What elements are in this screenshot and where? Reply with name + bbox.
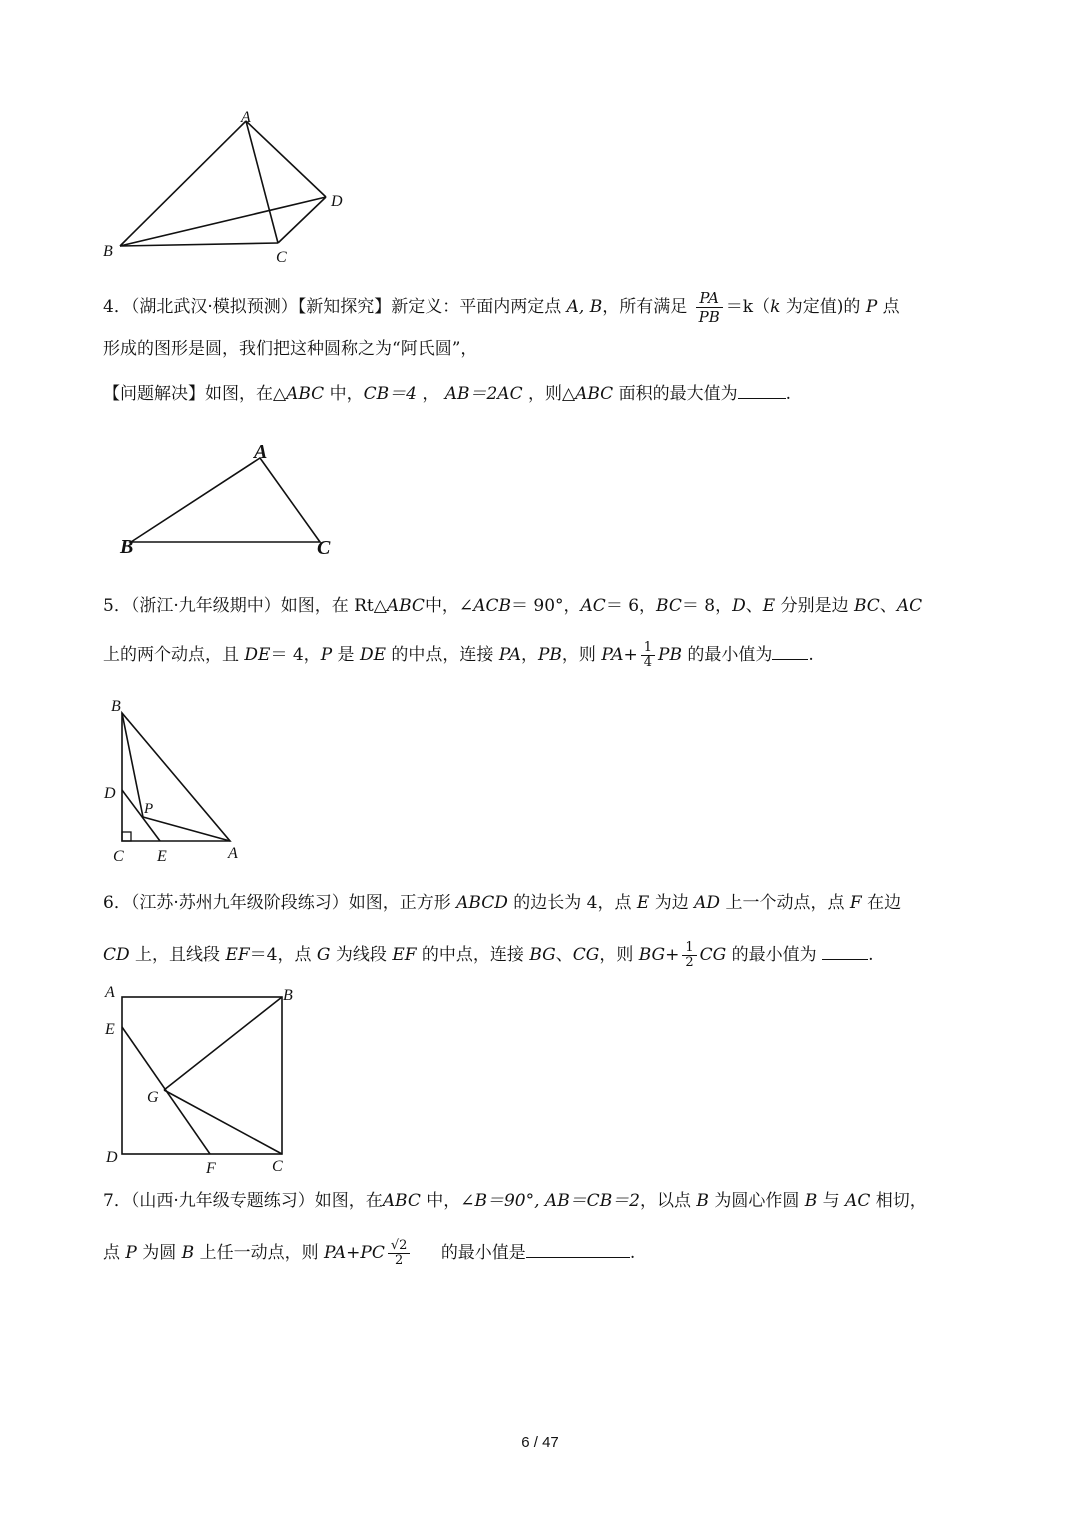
q6-bg: BG <box>529 945 556 965</box>
q4-source: ．（湖北武汉·模拟预测） <box>113 297 298 317</box>
q4-text: 点 <box>877 297 900 317</box>
q6-line2 <box>103 941 873 970</box>
segment-PA <box>143 817 230 841</box>
label-A: A <box>254 441 268 463</box>
q7-text: 相切， <box>870 1191 927 1211</box>
q6-text: 的边长为 4，点 <box>507 893 637 913</box>
label-B: B <box>111 698 121 715</box>
segment-DE <box>122 790 160 841</box>
q4-number: 4 <box>103 297 114 317</box>
q4-text: ＝k（ <box>725 297 771 317</box>
label-A: A <box>105 984 115 1001</box>
q4-condition-ab: AB＝2AC <box>444 384 523 404</box>
q4-points: A, B <box>566 297 603 317</box>
q6-text: 、 <box>555 945 573 965</box>
q6-abcd: ABCD <box>456 893 508 913</box>
q5-text: 、 <box>879 596 897 616</box>
figure-q4 <box>110 440 350 565</box>
q6-expr: BG+ <box>638 945 680 965</box>
label-A: A <box>241 109 251 126</box>
square-ABCD <box>122 997 282 1154</box>
page-number: 6 / 47 <box>521 1434 559 1451</box>
q6-source: ．（江苏·苏州九年级阶段练习）如图，正方形 <box>113 893 457 913</box>
label-F: F <box>206 1160 216 1177</box>
q5-ac: AC <box>896 596 923 616</box>
q5-text: 分别是边 <box>775 596 854 616</box>
q6-ef: EF <box>392 945 417 965</box>
label-B: B <box>103 243 113 260</box>
q5-pa: PA <box>498 645 521 665</box>
q5-text: ＝ 90°， <box>510 596 581 616</box>
q4-line3 <box>103 382 791 406</box>
q4-text: 【问题解决】如图，在△ <box>103 384 287 404</box>
q7-b: B <box>696 1191 709 1211</box>
q5-text: ＝ 8， <box>681 596 733 616</box>
triangle-BCA <box>122 713 230 841</box>
q6-line1 <box>103 891 901 915</box>
segment-BA <box>120 121 246 246</box>
q5-ac: AC <box>580 596 606 616</box>
q5-line1 <box>103 594 922 618</box>
q5-text: 、 <box>745 596 763 616</box>
answer-blank <box>772 645 808 660</box>
q5-expr: PB <box>658 645 682 665</box>
q6-text: 在边 <box>861 893 902 913</box>
right-angle-mark <box>122 832 131 841</box>
fraction-denominator: PB <box>698 308 720 326</box>
label-B: B <box>120 536 134 558</box>
q5-fraction <box>641 641 655 670</box>
q5-text: ，则 <box>561 645 602 665</box>
q7-text: 的最小值是 <box>440 1243 526 1263</box>
q7-text: . <box>629 1243 636 1263</box>
q6-text: . <box>868 945 874 965</box>
q7-b: B <box>804 1191 818 1211</box>
q7-text: 点 <box>103 1243 126 1263</box>
fraction-denominator: 4 <box>643 655 652 670</box>
q5-number: 5 <box>103 596 114 616</box>
q6-ad: AD <box>694 893 721 913</box>
q5-bc: BC <box>656 596 682 616</box>
segment-GC <box>164 1090 282 1154</box>
q7-ac: AC <box>845 1191 871 1211</box>
q7-b: B <box>181 1243 195 1263</box>
q6-text: 上一个动点，点 <box>720 893 850 913</box>
q4-text: 为定值)的 <box>780 297 866 317</box>
label-C: C <box>272 1158 283 1175</box>
q5-source: ．（浙江·九年级期中）如图，在 Rt△ <box>113 596 387 616</box>
figure-q4-svg <box>110 440 350 565</box>
figure-q5 <box>100 695 260 865</box>
q5-de: DE <box>244 645 271 665</box>
label-D: D <box>104 785 116 802</box>
label-C: C <box>113 848 124 865</box>
q6-cd: CD <box>103 945 130 965</box>
q5-line2 <box>103 641 814 670</box>
q6-e: E <box>636 893 650 913</box>
fraction-denominator: 2 <box>394 1253 404 1268</box>
q7-abc: ABC <box>382 1191 421 1211</box>
q5-expr: PA+ <box>601 645 638 665</box>
q4-line1 <box>103 289 900 326</box>
q7-line1 <box>103 1189 927 1213</box>
q5-text: 的中点，连接 <box>386 645 499 665</box>
segment-CB <box>120 243 278 246</box>
q7-condition: B＝90°, AB＝CB＝2 <box>474 1191 641 1211</box>
q7-text: 为圆心作圆 <box>708 1191 805 1211</box>
q4-text: ，则△ <box>528 384 576 404</box>
q5-text: . <box>808 645 814 665</box>
answer-blank <box>526 1243 630 1258</box>
q5-text: 是 <box>332 645 360 665</box>
segment-AD <box>246 121 326 197</box>
q6-g: G <box>316 945 331 965</box>
q4-text: 【新知探究】新定义：平面内两定点 <box>297 297 567 317</box>
q4-abc: ABC <box>575 384 614 404</box>
q6-f: F <box>849 893 862 913</box>
q4-condition-cb: CB＝4 <box>363 384 417 404</box>
label-C: C <box>317 537 331 559</box>
q6-text: 为边 <box>649 893 695 913</box>
q6-text: 的中点，连接 <box>416 945 530 965</box>
segment-BP <box>122 713 143 817</box>
q4-p: P <box>865 297 878 317</box>
segment-DC <box>278 197 326 243</box>
q5-d: D <box>732 596 746 616</box>
q4-text: ， <box>422 384 440 404</box>
q4-text: 形成的图形是圆，我们把这种圆称之为“阿氏圆”， <box>103 339 478 359</box>
q5-text: 中，∠ <box>424 596 474 616</box>
q6-number: 6 <box>103 893 114 913</box>
label-C: C <box>276 249 287 266</box>
figure-q3 <box>100 105 360 270</box>
answer-blank <box>738 384 786 399</box>
q7-p: P <box>125 1243 137 1263</box>
label-D: D <box>106 1149 118 1166</box>
figure-q3-svg <box>100 105 360 270</box>
q5-bc: BC <box>853 596 880 616</box>
q7-text: ，以点 <box>640 1191 697 1211</box>
figure-q5-svg <box>100 695 260 865</box>
label-G: G <box>147 1089 159 1106</box>
q6-fraction <box>682 941 696 970</box>
q4-text: 面积的最大值为 <box>613 384 738 404</box>
fraction-numerator: PA <box>696 289 723 308</box>
q6-ef: EF <box>225 945 250 965</box>
fraction-numerator: √2 <box>388 1239 411 1254</box>
q6-text: 为线段 <box>330 945 393 965</box>
q6-text: 的最小值为 <box>726 945 823 965</box>
q7-expr: PA+PC <box>323 1243 385 1263</box>
q4-k: k <box>770 297 781 317</box>
segment-AC <box>246 121 278 243</box>
q5-text: ＝ 4， <box>270 645 321 665</box>
q5-text: 上的两个动点，且 <box>103 645 245 665</box>
figure-q6-svg <box>100 980 310 1180</box>
answer-blank <box>822 945 868 960</box>
segment-BD <box>120 197 326 246</box>
q4-text: ，所有满足 <box>602 297 688 317</box>
fraction-denominator: 2 <box>685 955 694 970</box>
q5-text: ＝ 6， <box>605 596 657 616</box>
label-D: D <box>331 193 343 210</box>
fraction-numerator: 1 <box>641 641 655 656</box>
q7-source: ．（山西·九年级专题练习）如图，在 <box>113 1191 383 1211</box>
q5-p: P <box>320 645 333 665</box>
q6-text: ＝4，点 <box>249 945 317 965</box>
q5-abc: ABC <box>386 596 425 616</box>
q7-text: 与 <box>817 1191 846 1211</box>
q6-text: 上，且线段 <box>129 945 226 965</box>
q5-acb: ACB <box>473 596 511 616</box>
q4-text: 中， <box>324 384 364 404</box>
figure-q6 <box>100 980 310 1180</box>
q4-line2 <box>103 337 477 361</box>
q5-e: E <box>762 596 776 616</box>
q4-text: . <box>785 384 791 404</box>
q7-line2 <box>103 1239 635 1268</box>
label-P: P <box>144 801 154 817</box>
q7-text: 上任一动点，则 <box>194 1243 324 1263</box>
q5-de: DE <box>359 645 386 665</box>
label-A: A <box>228 845 238 862</box>
q6-expr: CG <box>699 945 727 965</box>
q6-text: ，则 <box>599 945 639 965</box>
q7-fraction <box>388 1239 411 1268</box>
q4-abc: ABC <box>286 384 325 404</box>
label-E: E <box>157 848 167 865</box>
fraction-numerator: 1 <box>682 941 696 956</box>
segment-GB <box>164 997 282 1090</box>
q5-pb: PB <box>537 645 562 665</box>
q5-text: 的最小值为 <box>681 645 773 665</box>
q7-text: 中，∠ <box>420 1191 475 1211</box>
triangle-ABC <box>131 458 320 542</box>
q7-text: 为圆 <box>136 1243 182 1263</box>
q5-text: ， <box>520 645 538 665</box>
label-B: B <box>283 987 293 1004</box>
q4-fraction <box>696 289 723 326</box>
q7-number: 7 <box>103 1191 114 1211</box>
q6-cg: CG <box>572 945 600 965</box>
label-E: E <box>105 1021 115 1038</box>
